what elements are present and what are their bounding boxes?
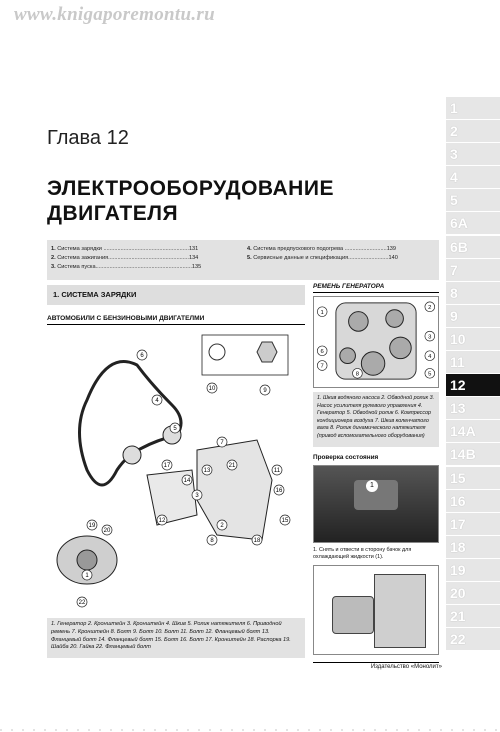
- callout-19: 19: [88, 523, 96, 530]
- publisher-credit: Издательство «Монолит»: [370, 664, 442, 670]
- chapter-tab-2[interactable]: 2: [446, 120, 500, 143]
- chapter-tab-18[interactable]: 18: [446, 536, 500, 559]
- chapter-tab-15[interactable]: 15: [446, 467, 500, 490]
- callout-13: 13: [203, 468, 211, 475]
- belt-callout-3: 3: [428, 334, 432, 341]
- belt-callout-1: 1: [320, 309, 324, 316]
- callout-15: 15: [281, 518, 289, 525]
- chapter-tab-10[interactable]: 10: [446, 328, 500, 351]
- belt-callout-6: 6: [320, 348, 324, 355]
- check-heading: Проверка состояния: [313, 454, 379, 461]
- belt-callout-5: 5: [428, 371, 432, 378]
- callout-7: 7: [220, 440, 224, 447]
- chapter-tab-6a[interactable]: 6A: [446, 212, 500, 235]
- belt-caption: 1. Шкив водяного насоса 2. Обводной ролик 3. Насос усилителя рулевого управления 4. Генератор 5. Обводной ролик 6. Компрессор кондиционера воздуха 7. Шкив коленчатого вала 8. Ролик динамического натяжителя (привод вспомогательного оборудования): [313, 392, 439, 447]
- callout-22: 22: [78, 600, 86, 607]
- belt-routing-diagram: [313, 296, 439, 388]
- engine-detail-illustration: [313, 565, 439, 655]
- site-watermark: www.knigaporemontu.ru: [14, 4, 215, 25]
- chapter-number: Глава 12: [47, 127, 129, 149]
- callout-9: 9: [263, 388, 267, 395]
- chapter-tab-6b[interactable]: 6B: [446, 236, 500, 259]
- belt-callout-2: 2: [428, 304, 432, 311]
- toc-item[interactable]: 2. Система зажигания....................................................134: [51, 255, 199, 261]
- chapter-tab-1[interactable]: 1: [446, 97, 500, 120]
- table-of-contents: [47, 240, 439, 280]
- chapter-tab-13[interactable]: 13: [446, 397, 500, 420]
- chapter-tab-9[interactable]: 9: [446, 305, 500, 328]
- belt-callout-7: 7: [320, 363, 324, 370]
- callout-17: 17: [163, 463, 171, 470]
- belt-callout-8: 8: [355, 371, 360, 378]
- chapter-tab-19[interactable]: 19: [446, 559, 500, 582]
- chapter-tabs: [446, 97, 500, 651]
- callout-11: 11: [273, 468, 281, 475]
- bracket-icon: [197, 440, 272, 540]
- page-bottom-edge: [0, 726, 500, 732]
- chapter-tab-14a[interactable]: 14A: [446, 420, 500, 443]
- pulley-icon: [123, 446, 141, 464]
- callout-21: 21: [228, 463, 236, 470]
- toc-left-column: [51, 246, 237, 273]
- callout-12: 12: [158, 518, 166, 525]
- chapter-tab-3[interactable]: 3: [446, 143, 500, 166]
- chapter-tab-16[interactable]: 16: [446, 490, 500, 513]
- toc-item[interactable]: 3. Система пуска..............................................................135: [51, 264, 202, 270]
- toc-item[interactable]: 1. Система зарядки .......................................................131: [51, 246, 199, 252]
- footer-rule: [313, 662, 439, 663]
- diagram-caption: 1. Генератор 2. Кронштейн 3. Кронштейн 4. Шкив 5. Ролик натяжителя 6. Приводной ремень 7. Кронштейн 8. Болт 9. Болт 10. Болт 11. Болт 12. Фланцевый болт 13. Фланцевый болт 14. Фланцевый болт 15. Болт 16. Болт 17. Кронштейн 18. Распорка 19. Шайба 20. Гайка 22. Фланцевый болт: [47, 618, 305, 658]
- charging-system-exploded-diagram: [47, 330, 305, 615]
- chapter-tab-20[interactable]: 20: [446, 582, 500, 605]
- title-line-2: ДВИГАТЕЛЯ: [47, 202, 179, 225]
- chapter-tab-12[interactable]: 12: [446, 374, 500, 397]
- section-heading: 1. СИСТЕМА ЗАРЯДКИ: [47, 285, 305, 305]
- step-1-text: 1. Снять и отвести в сторону бачок для охлаждающей жидкости (1).: [313, 547, 412, 560]
- callout-10: 10: [208, 386, 216, 393]
- chapter-tab-17[interactable]: 17: [446, 513, 500, 536]
- chapter-tab-5[interactable]: 5: [446, 189, 500, 212]
- chapter-tab-8[interactable]: 8: [446, 282, 500, 305]
- callout-6: 6: [140, 353, 144, 360]
- chapter-title: [47, 176, 427, 226]
- chapter-tab-7[interactable]: 7: [446, 259, 500, 282]
- toc-item[interactable]: 5. Сервисные данные и спецификация..........................140: [247, 255, 398, 261]
- callout-16: 16: [275, 488, 283, 495]
- toc-right-column: [247, 246, 435, 264]
- toc-item[interactable]: 4. Система предпускового подогрева ...........................139: [247, 246, 397, 252]
- heading-rule: [313, 292, 439, 293]
- callout-2: 2: [220, 523, 224, 530]
- callout-1: 1: [85, 573, 89, 580]
- belt-callout-4: 4: [428, 353, 432, 360]
- subsection-heading: АВТОМОБИЛИ С БЕНЗИНОВЫМИ ДВИГАТЕЛМИ: [47, 315, 305, 325]
- belt-heading: РЕМЕНЬ ГЕНЕРАТОРА: [313, 283, 385, 290]
- callout-3: 3: [195, 493, 199, 500]
- callout-4: 4: [155, 398, 159, 405]
- engine-bay-photo: [313, 465, 439, 543]
- callout-20: 20: [103, 528, 111, 535]
- chapter-tab-4[interactable]: 4: [446, 166, 500, 189]
- chapter-tab-21[interactable]: 21: [446, 605, 500, 628]
- callout-8: 8: [210, 538, 214, 545]
- callout-18: 18: [253, 538, 261, 545]
- chapter-tab-22[interactable]: 22: [446, 628, 500, 651]
- callout-14: 14: [183, 478, 191, 485]
- chapter-tab-11[interactable]: 11: [446, 351, 500, 374]
- callout-5: 5: [173, 426, 177, 433]
- title-line-1: ЭЛЕКТРООБОРУДОВАНИЕ: [47, 177, 334, 200]
- callout-1: 1: [366, 480, 378, 492]
- nut-icon: [257, 342, 277, 362]
- chapter-tab-14b[interactable]: 14B: [446, 443, 500, 466]
